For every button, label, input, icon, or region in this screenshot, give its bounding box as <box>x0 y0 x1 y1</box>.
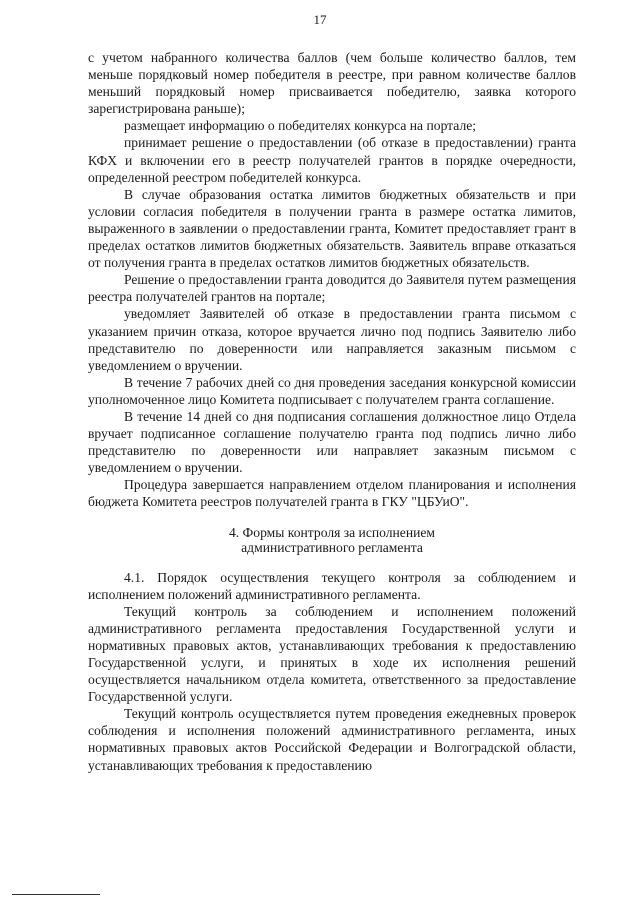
paragraph-procedure-end: Процедура завершается направлением отделом планирования и исполнения бюджета Комитета реестров получателей гранта в ГКУ "ЦБУиО". <box>88 477 576 510</box>
paragraph-continuation: с учетом набранного количества баллов (чем больше количество баллов, тем меньше порядковый номер победителя в реестре, при равном количестве баллов меньший порядковый номер присваивается победителю, заявка которого зарегистрирована раньше); <box>88 50 576 117</box>
paragraph-decision-notice: Решение о предоставлении гранта доводится до Заявителя путем размещения реестра получателей грантов на портале; <box>88 272 576 305</box>
paragraph-4-1: 4.1. Порядок осуществления текущего контроля за соблюдением и исполнением положений административного регламента. <box>88 569 576 602</box>
page-number: 17 <box>313 12 327 27</box>
document-body <box>88 49 576 774</box>
paragraph-daily-checks: Текущий контроль осуществляется путем проведения ежедневных проверок соблюдения и исполнения положений административного регламента, иных нормативных правовых актов Российской Федерации и Волгоградской области, устанавливающих требования к предоставлению <box>88 706 576 773</box>
section-heading-line1: 4. Формы контроля за исполнением <box>228 524 436 540</box>
paragraph-agreement-delivery: В течение 14 дней со дня подписания соглашения должностное лицо Отдела вручает подписанное соглашение получателю гранта под подпись лично либо представителю по доверенности или направляет заказным письмом с уведомлением о вручении. <box>88 408 576 476</box>
paragraph-limits: В случае образования остатка лимитов бюджетных обязательств и при условии согласия победителя в получении гранта в размере остатка лимитов, выраженного в заявлении о предоставлении гранта, Комитет предоставляет грант в пределах остатков лимитов бюджетных обязательств. Заявитель вправе отказаться от получения гранта в пределах остатков лимитов бюджетных обязательств. <box>88 186 576 271</box>
paragraph-agreement-signing: В течение 7 рабочих дней со дня проведения заседания конкурсной комиссии уполномоченное лицо Комитета подписывает с получателем гранта соглашение. <box>88 374 576 407</box>
paragraph-refusal-notice: уведомляет Заявителей об отказе в предоставлении гранта письмом с указанием причин отказа, которое вручается лично под подпись Заявителю либо представителю по доверенности или направляется заказным письмом с уведомлением о вручении. <box>88 306 576 373</box>
section-heading <box>88 525 576 555</box>
paragraph-current-control: Текущий контроль за соблюдением и исполнением положений административного регламента предоставления Государственной услуги и нормативных правовых актов, устанавливающих требования к предоставлению Государственной услуги, и принятых в ходе их исполнения решений осуществляется начальником отдела комитета, ответственного за предоставление Государственной услуги. <box>88 603 576 705</box>
paragraph-portal-info: размещает информацию о победителях конкурса на портале; <box>124 118 477 134</box>
paragraph-decision: принимает решение о предоставлении (об отказе в предоставлении) гранта КФХ и включении его в реестр получателей грантов в порядке очередности, определенной реестром победителей конкурса. <box>88 135 576 185</box>
section-heading-line2: административного регламента <box>241 539 423 555</box>
footer-rule <box>12 894 100 895</box>
